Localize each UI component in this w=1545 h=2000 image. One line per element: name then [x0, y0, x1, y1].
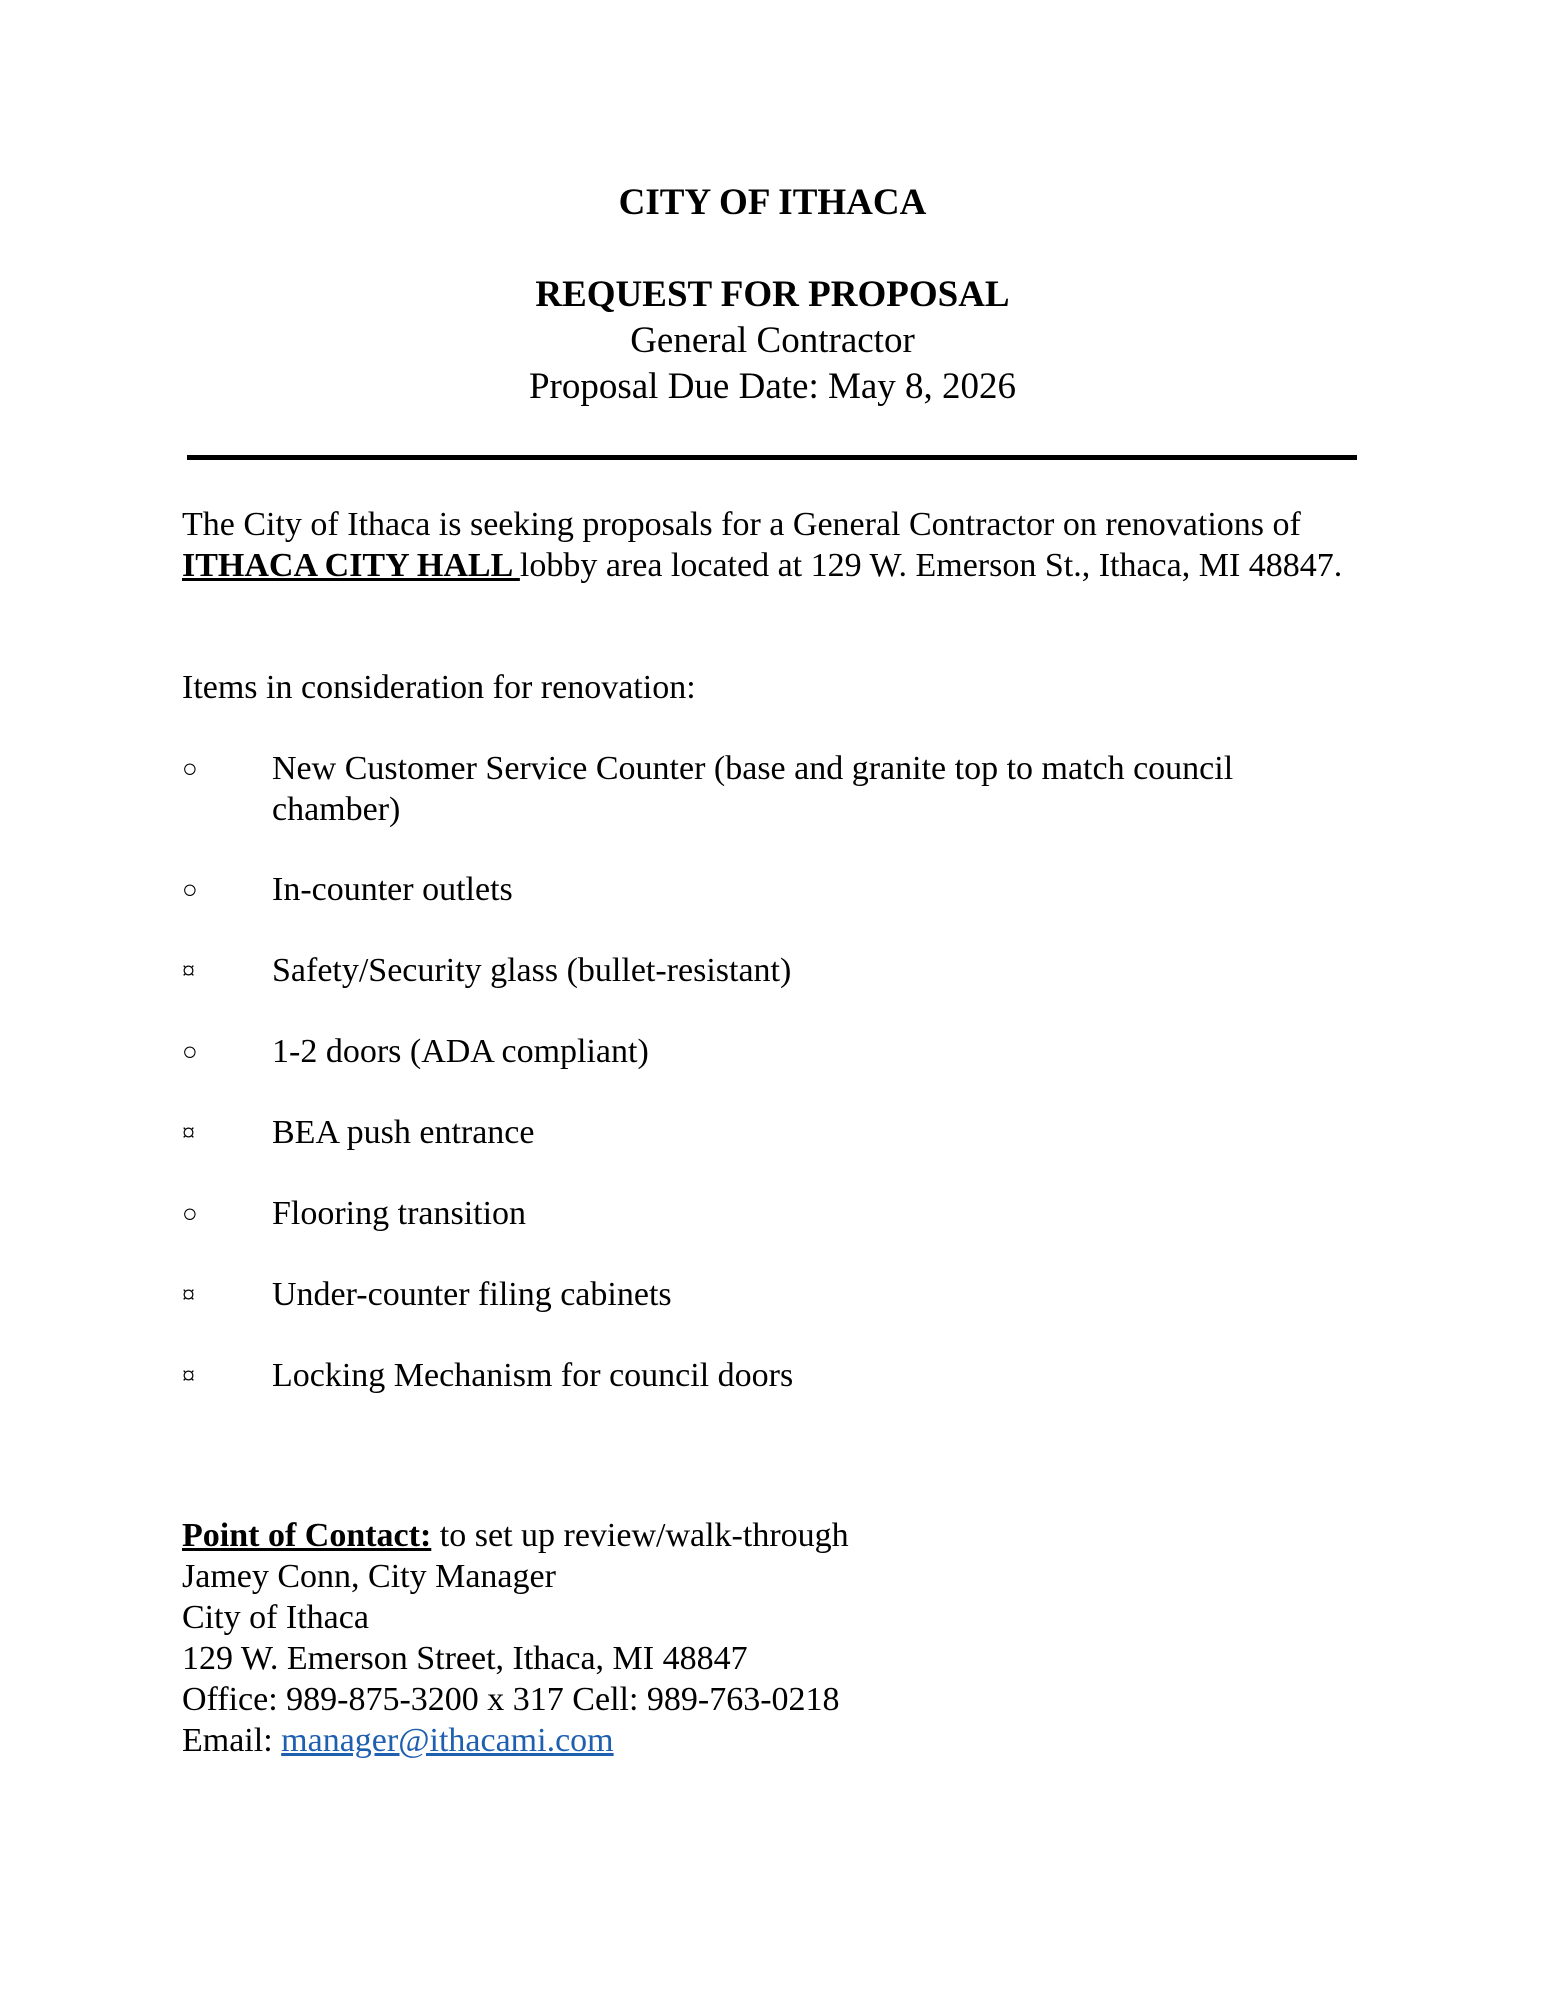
list-item-text: Locking Mechanism for council doors — [272, 1357, 794, 1394]
contact-heading-line — [182, 1515, 1282, 1556]
contact-email-line — [182, 1720, 1282, 1761]
intro-text-after: lobby area located at 129 W. Emerson St., Ithaca, MI 48847. — [519, 547, 1343, 584]
contact-address: 129 W. Emerson Street, Ithaca, MI 48847 — [182, 1640, 748, 1677]
bullet-icon: ¤ — [182, 956, 195, 985]
contract-role: General Contractor — [630, 320, 915, 361]
bullet-icon: ○ — [182, 1199, 198, 1228]
contact-label: Point of Contact: — [182, 1517, 432, 1554]
list-item-text: Under-counter filing cabinets — [272, 1276, 672, 1313]
contact-organization: City of Ithaca — [182, 1599, 369, 1636]
city-title: CITY OF ITHACA — [618, 182, 927, 223]
contact-name: Jamey Conn, City Manager — [182, 1558, 556, 1595]
intro-paragraph — [182, 504, 1362, 586]
list-item-text: In-counter outlets — [272, 871, 513, 908]
due-date: Proposal Due Date: May 8, 2026 — [528, 366, 1017, 407]
list-item-text: Safety/Security glass (bullet-resistant) — [272, 952, 792, 989]
document-type-heading: REQUEST FOR PROPOSAL — [535, 274, 1010, 315]
bullet-icon: ○ — [182, 754, 198, 783]
list-item-text: 1-2 doors (ADA compliant) — [272, 1033, 649, 1070]
intro-emphasis: ITHACA CITY HALL — [182, 547, 520, 584]
bullet-icon: ○ — [182, 875, 198, 904]
bullet-icon: ○ — [182, 1037, 198, 1066]
bullet-icon: ¤ — [182, 1280, 195, 1309]
list-item-text: BEA push entrance — [272, 1114, 535, 1151]
intro-text-before: The City of Ithaca is seeking proposals for a General Contractor on renovations of — [182, 506, 1301, 543]
contact-phones: Office: 989-875-3200 x 317 Cell: 989-763-0218 — [182, 1681, 840, 1718]
contact-block — [182, 1515, 1282, 1761]
bullet-icon: ¤ — [182, 1361, 195, 1390]
horizontal-rule — [187, 455, 1357, 460]
items-heading: Items in consideration for renovation: — [182, 669, 696, 706]
list-item-text: Flooring transition — [272, 1195, 527, 1232]
email-label: Email: — [182, 1722, 282, 1759]
contact-purpose: to set up review/walk-through — [431, 1517, 849, 1554]
list-item-text: New Customer Service Counter (base and granite top to match council chamber) — [272, 750, 1234, 828]
bullet-icon: ¤ — [182, 1118, 195, 1147]
email-link[interactable]: manager@ithacami.com — [281, 1722, 614, 1759]
